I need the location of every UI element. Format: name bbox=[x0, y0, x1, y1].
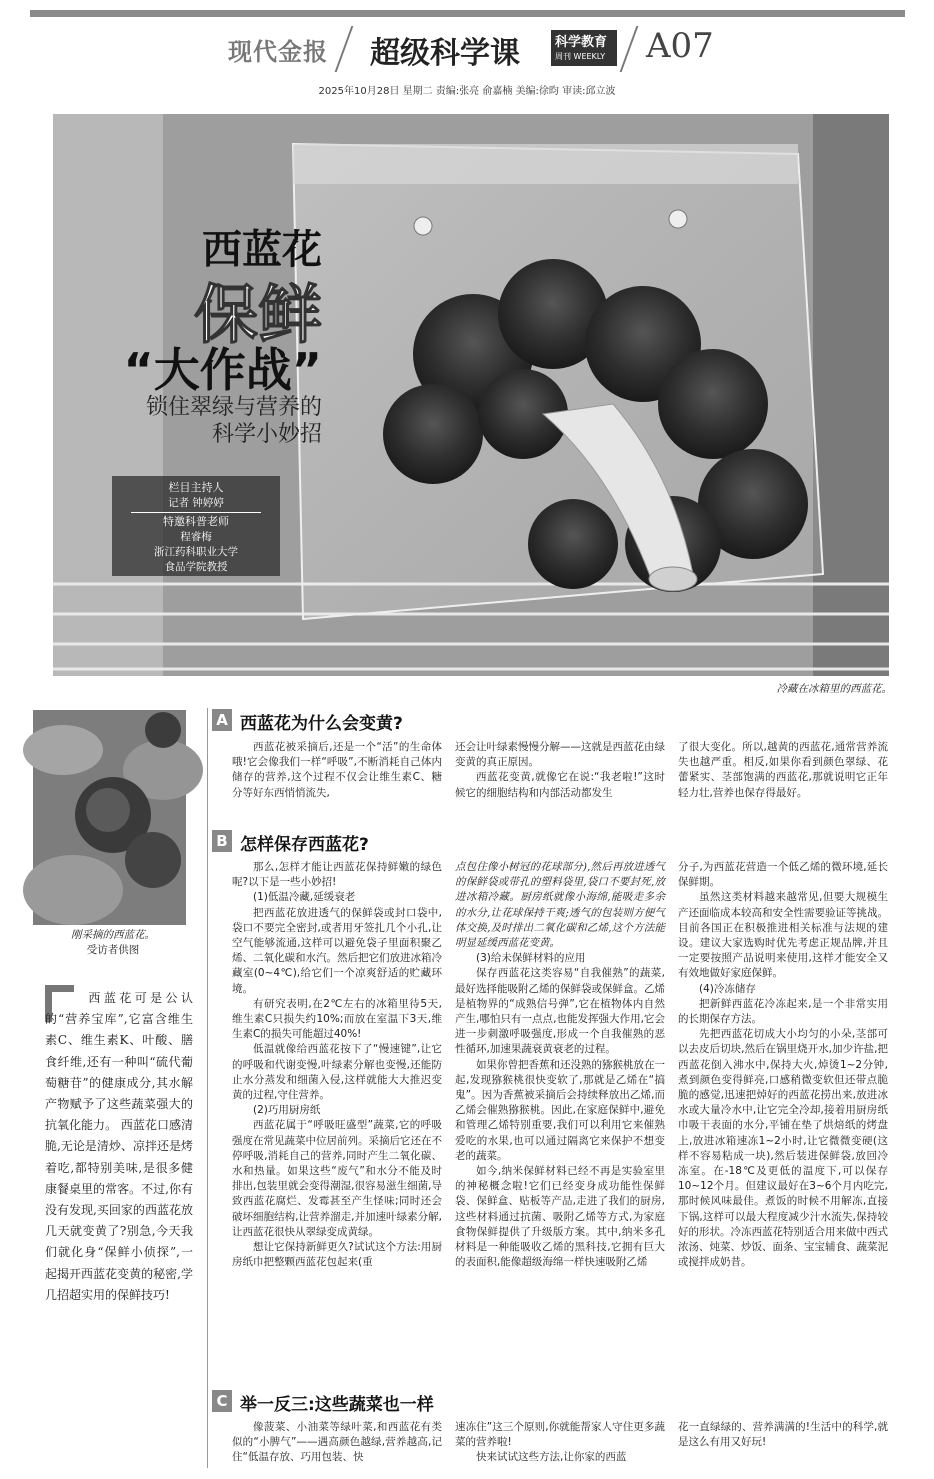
section-c-para: 快来试试这些方法,让你家的西蓝 bbox=[476, 1451, 627, 1464]
section-badge bbox=[551, 30, 617, 66]
section-b-para: 点包住像小树冠的花球部分),然后再放进透气的保鲜袋或带孔的塑料袋里,袋口不要封死,放进冰箱冷藏。厨房纸就像小海绵,能吸走多余的水分,让花球保持干爽;透气的包装则方便气体交换,及时排出二氧化碳和乙烯,这个方法能明显延缓西蓝花变黄。 bbox=[455, 861, 665, 950]
section-b-para: 如果你曾把香蕉和还没熟的猕猴桃放在一起,发现猕猴桃很快变软了,那就是乙烯在“搞鬼”。因为香蕉被采摘后会持续释放出乙烯,而乙烯会催熟猕猴桃。因此,在家庭保鲜中,避免和管理乙烯特别重要,我们可以利用它来催熟爱吃的水果,也可以通过隔离它来保护不想变老的蔬菜。 bbox=[455, 1058, 665, 1162]
headline-line1: 西蓝花 bbox=[202, 227, 322, 273]
section-a-para: 了很大变化。所以,越黄的西蓝花,通常营养流失也越严重。相反,如果你看到颜色翠绿、花蕾紧实、茎部饱满的西蓝花,那就说明它正年轻力壮,营养也保存得最好。 bbox=[678, 741, 888, 799]
side-caption-text: 刚采摘的西蓝花。 bbox=[71, 929, 155, 941]
teacher-title: 食品学院教授 bbox=[164, 561, 228, 573]
section-b-title: 怎样保存西蓝花? bbox=[240, 835, 369, 855]
section-a-heading bbox=[212, 709, 892, 735]
teacher-org: 浙江药科职业大学 bbox=[154, 546, 238, 558]
host-reporter: 记者 钟婷婷 bbox=[168, 497, 224, 509]
column-divider bbox=[207, 708, 208, 1468]
section-b-para: 有研究表明,在2℃左右的冰箱里待5天,维生素C只损失约10%;而放在室温下3天,维生素C的损失可能超过40%! bbox=[232, 997, 442, 1041]
side-caption-credit: 受访者供图 bbox=[86, 944, 140, 956]
section-a-para: 还会让叶绿素慢慢分解——这就是西蓝花由绿变黄的真正原因。 bbox=[455, 741, 665, 769]
page-number: A07 bbox=[646, 26, 714, 66]
section-b-para: 保存西蓝花这类容易“自我催熟”的蔬菜,最好选择能吸附乙烯的保鲜袋或保鲜盒。乙烯是植物界的“成熟信号弹”,它在植物体内自然产生,哪怕只有一点点,也能发挥强大作用,它会进一步刺激呼吸强度,形成一个自我催熟的恶性循环,加速果蔬衰黄衰老的过程。 bbox=[455, 967, 665, 1056]
headline-subtitle bbox=[146, 394, 322, 448]
section-b-subhead: (2)巧用厨房纸 bbox=[253, 1104, 321, 1117]
section-b-para: 想让它保持新鲜更久?试试这个方法:用厨房纸巾把整颗西蓝花包起来(重 bbox=[232, 1241, 442, 1269]
intro-quote bbox=[45, 988, 193, 1306]
section-b-para: 先把西蓝花切成大小均匀的小朵,茎部可以去皮后切块,然后在锅里烧开水,加少许盐,把西蓝花倒入沸水中,保持大火,焯烫1~2分钟,煮到颜色变得鲜亮,口感稍微变软但还带点脆脆的感觉,迅速把焯好的西蓝花捞出来,放进冰水或大量冷水中,让它完全冷却,接着用厨房纸巾吸干表面的水分,平铺在垫了烘焙纸的烤盘上,放进冰箱速冻1~2小时,让它微微变硬(这样不容易粘成一块),然后装进保鲜袋,放回冷冻室。在-18℃及更低的温度下,可以保存10~12个月。但建议最好在3~6个月内吃完,那时候风味最佳。煮饭的时候不用解冻,直接下锅,这样可以最大程度减少汁水流失,保持较好的形状。冷冻西蓝花特别适合用来做中西式浓汤、炖菜、炒饭、面条、宝宝辅食、蔬菜泥或搅拌成奶昔。 bbox=[678, 1028, 888, 1269]
side-caption bbox=[33, 928, 193, 958]
section-c-heading bbox=[212, 1390, 892, 1416]
masthead-divider bbox=[335, 26, 354, 72]
host-divider bbox=[131, 512, 261, 513]
headline-line3: “大作战” bbox=[123, 343, 322, 397]
section-c-para: 速冻住”这三个原则,你就能帮家人守住更多蔬菜的营养啦! bbox=[455, 1421, 665, 1449]
subtitle-line2: 科学小妙招 bbox=[211, 422, 322, 447]
section-c-para: 花一直绿绿的、营养满满的!生活中的科学,就是这么有用又好玩! bbox=[678, 1421, 888, 1449]
section-a-para: 西蓝花被采摘后,还是一个“活”的生命体哦!它会像我们一样“呼吸”,不断消耗自己体内储存的营养,这个过程不仅会让维生素C、糖分等好东西悄悄流失, bbox=[232, 741, 442, 799]
section-b-para: 如今,纳米保鲜材料已经不再是实验室里的神秘概念啦!它们已经变身成功能性保鲜袋、保鲜盒、贴板等产品,走进了我们的厨房,这些材料通过抗菌、吸附乙烯等方式,为家庭食物保鲜提供了升级版方案。其中,纳米多孔材料是一种能吸收乙烯的黑科技,它拥有巨大的表面积,能像超级海绵一样快速吸附乙烯 bbox=[455, 1165, 665, 1269]
section-c-letter: C bbox=[212, 1390, 232, 1412]
section-b-para: 西蓝花属于“呼吸旺盛型”蔬菜,它的呼吸强度在常见蔬菜中位居前列。采摘后它还在不停呼吸,消耗自己的营养,同时产生二氧化碳、水和热量。如果这些“废气”和水分不能及时排出,包装里就会变得潮湿,很容易滋生细菌,导致西蓝花腐烂、发霉甚至产生怪味;同时还会破坏细胞结构,让营养溜走,并加速叶绿素分解,让西蓝花很快从翠绿变成黄绿。 bbox=[232, 1119, 442, 1238]
dateline: 2025年10月28日 星期二 责编:张亮 俞嘉楠 美编:徐昀 审读:邱立波 bbox=[318, 86, 616, 97]
section-a-col2 bbox=[455, 740, 665, 801]
section-b-subhead: (4)冷冻储存 bbox=[699, 982, 756, 995]
section-b-para: 虽然这类材料越来越常见,但要大规模生产还面临成本较高和安全性需要验证等挑战。目前各国正在积极推进相关标准与法规的建设。建议大家选购时优先考虑正规品牌,并且一定要按照产品说明来使用,这样才能安全又有效地做好家庭保鲜。 bbox=[678, 891, 888, 980]
section-b-col1 bbox=[232, 860, 442, 1269]
section-b-para: 把新鲜西蓝花冷冻起来,是一个非常实用的长期保存方法。 bbox=[678, 997, 888, 1026]
section-c-col3 bbox=[678, 1420, 888, 1450]
host-box bbox=[112, 476, 280, 576]
section-c-col1 bbox=[232, 1420, 442, 1466]
teacher-name: 程睿梅 bbox=[180, 531, 212, 543]
badge-bottom: 周刊 WEEKLY bbox=[555, 52, 606, 61]
section-a-para: 西蓝花变黄,就像它在说:“我老啦!”这时候它的细胞结构和内部活动都发生 bbox=[455, 771, 665, 799]
section-b-para: 把西蓝花放进透气的保鲜袋或封口袋中,袋口不要完全密封,或者用牙签扎几个小孔,让空气能够流通,这样可以避免袋子里面积聚乙烯、二氧化碳和水汽。然后把它们放进冰箱冷藏室(0~4℃),给它们一个凉爽舒适的贮藏环境。 bbox=[232, 906, 442, 995]
section-a-title: 西蓝花为什么会变黄? bbox=[240, 714, 403, 734]
section-c-col2 bbox=[455, 1420, 665, 1466]
host-label: 栏目主持人 bbox=[168, 481, 224, 494]
section-b-subhead: (1)低温冷藏,延缓衰老 bbox=[253, 891, 356, 904]
paper-name: 现代金报 bbox=[228, 38, 328, 66]
headline-line2: 保鲜 bbox=[194, 279, 322, 353]
side-photo bbox=[33, 710, 186, 925]
section-title: 超级科学课 bbox=[370, 36, 520, 71]
masthead bbox=[0, 26, 934, 74]
masthead-divider bbox=[620, 26, 639, 72]
section-b-para: 低温就像给西蓝花按下了“慢速键”,让它的呼吸和代谢变慢,叶绿素分解也变慢,还能防止水分蒸发和细菌入侵,这样就能大大推迟变黄的过程,守住营养。 bbox=[232, 1043, 442, 1102]
section-a-col3 bbox=[678, 740, 888, 801]
subtitle-line1: 锁住翠绿与营养的 bbox=[145, 395, 322, 420]
section-b-col2 bbox=[455, 860, 665, 1269]
intro-quote-text: 西蓝花可是公认的“营养宝库”,它富含维生素C、维生素K、叶酸、膳食纤维,还有一种叫“硫代葡萄糖苷”的健康成分,其水解产物赋予了这些蔬菜强大的抗氧化能力。 西蓝花口感清脆,无论是清炒、凉拌还是烤着吃,都特别美味,是很多健康餐桌里的常客。不过,你有没有发现,买回家的西蓝花放几天就变黄了?别急,今天我们就化身“保鲜小侦探”,一起揭开西蓝花变黄的秘密,学几招超实用的保鲜技巧! bbox=[45, 991, 193, 1302]
fresh-broccoli-illustration bbox=[33, 710, 186, 925]
section-a-col1 bbox=[232, 740, 442, 801]
section-b-letter: B bbox=[212, 830, 232, 852]
section-b-para: 那么,怎样才能让西蓝花保持鲜嫩的绿色呢?以下是一些小妙招! bbox=[232, 861, 442, 889]
section-b-col3 bbox=[678, 860, 888, 1269]
section-b-subhead: (3)给未保鲜材料的应用 bbox=[476, 952, 586, 965]
section-a-letter: A bbox=[212, 709, 232, 731]
teacher-label: 特邀科普老师 bbox=[163, 515, 229, 528]
badge-top: 科学教育 bbox=[555, 35, 608, 50]
section-c-para: 像菠菜、小油菜等绿叶菜,和西蓝花有类似的“小脾气”——遇高颜色越绿,营养越高,记住“低温存放、巧用包装、快 bbox=[232, 1421, 442, 1464]
hero-caption: 冷藏在冰箱里的西蓝花。 bbox=[776, 683, 892, 695]
top-rule bbox=[30, 10, 905, 17]
section-b-para: 分子,为西蓝花营造一个低乙烯的微环境,延长保鲜期。 bbox=[678, 861, 888, 889]
section-b-heading bbox=[212, 830, 892, 856]
section-c-title: 举一反三:这些蔬菜也一样 bbox=[240, 1395, 434, 1415]
